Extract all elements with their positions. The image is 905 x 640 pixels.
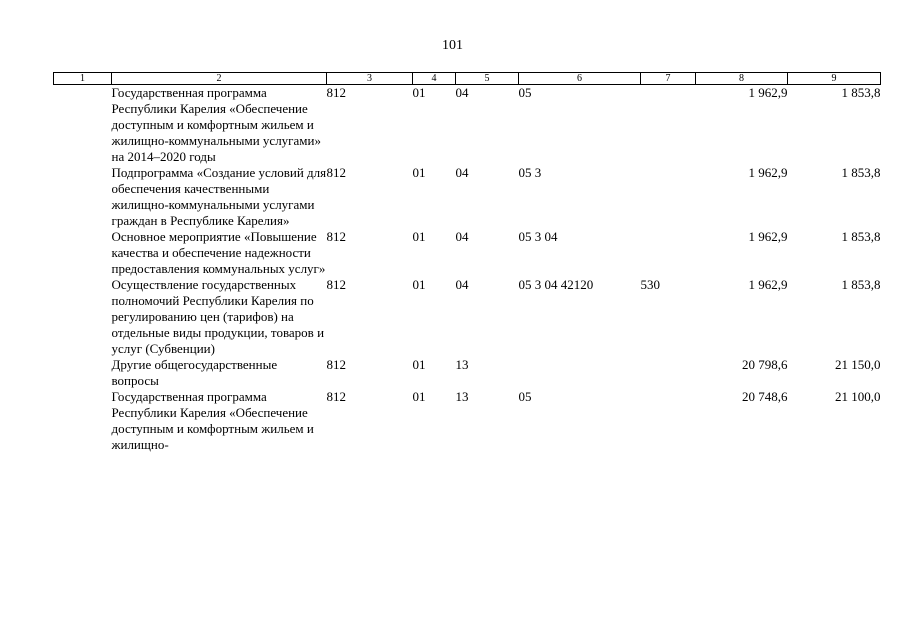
row-name: Осуществление государственных полномочий Республики Карелия по регулированию цен (тарифов) на отдельные виды продукции, товаров и услуг (Субвенции) — [111, 277, 325, 356]
column-header-7: 7 — [641, 73, 696, 85]
row-name: Государственная программа Республики Карелия «Обеспечение доступным и комфортным жильем и жилищно- — [111, 389, 314, 452]
row-amount-8: 1 962,9 — [748, 277, 788, 292]
row-expense-type — [641, 229, 696, 277]
row-target-article: 05 3 04 — [518, 229, 558, 244]
row-expense-type — [641, 165, 696, 229]
row-spacer — [54, 277, 112, 357]
row-amount-9: 1 853,8 — [841, 277, 881, 292]
row-ministry-code: 812 — [326, 165, 346, 180]
column-header-4: 4 — [413, 73, 456, 85]
row-target-article: 05 3 04 42120 — [518, 277, 594, 292]
row-name: Подпрограмма «Создание условий для обеспечения качественными жилищно-коммунальными услугами граждан в Республике Карелия» — [111, 165, 327, 228]
row-amount-9: 21 150,0 — [835, 357, 881, 372]
page-number: 101 — [442, 38, 463, 53]
row-spacer — [54, 165, 112, 229]
row-spacer — [54, 357, 112, 389]
row-amount-9: 21 100,0 — [835, 389, 881, 404]
row-target-article: 05 — [518, 85, 532, 100]
row-subsection-code: 04 — [455, 277, 469, 292]
column-header-3: 3 — [327, 73, 413, 85]
row-amount-8: 1 962,9 — [748, 165, 788, 180]
row-subsection-code: 13 — [455, 357, 469, 372]
table-row — [54, 357, 881, 389]
row-amount-9: 1 853,8 — [841, 229, 881, 244]
budget-table — [53, 72, 881, 453]
row-ministry-code: 812 — [326, 229, 346, 244]
row-section-code: 01 — [412, 165, 426, 180]
row-name: Государственная программа Республики Карелия «Обеспечение доступным и комфортным жильем и жилищно-коммунальными услугами» на 2014–2020 годы — [111, 85, 321, 164]
column-header-6: 6 — [519, 73, 641, 85]
row-amount-8: 1 962,9 — [748, 229, 788, 244]
row-section-code: 01 — [412, 389, 426, 404]
row-amount-9: 1 853,8 — [841, 165, 881, 180]
row-ministry-code: 812 — [326, 85, 346, 100]
row-subsection-code: 13 — [455, 389, 469, 404]
row-amount-9: 1 853,8 — [841, 85, 881, 100]
row-target-article: 05 3 — [518, 165, 542, 180]
row-subsection-code: 04 — [455, 229, 469, 244]
table-row — [54, 165, 881, 229]
table-row — [54, 277, 881, 357]
row-amount-8: 20 798,6 — [742, 357, 788, 372]
row-ministry-code: 812 — [326, 357, 346, 372]
table-row — [54, 85, 881, 166]
row-section-code: 01 — [412, 85, 426, 100]
row-target-article: 05 — [518, 389, 532, 404]
row-ministry-code: 812 — [326, 389, 346, 404]
row-expense-type: 530 — [640, 277, 660, 292]
row-ministry-code: 812 — [326, 277, 346, 292]
row-section-code: 01 — [412, 229, 426, 244]
column-header-2: 2 — [112, 73, 327, 85]
row-name: Основное мероприятие «Повышение качества и обеспечение надежности предоставления коммунальных услуг» — [111, 229, 326, 276]
column-number-header — [54, 73, 881, 85]
row-expense-type — [641, 389, 696, 453]
table-row — [54, 229, 881, 277]
row-spacer — [54, 85, 112, 166]
column-header-9: 9 — [788, 73, 881, 85]
row-spacer — [54, 229, 112, 277]
row-target-article — [519, 357, 641, 389]
row-subsection-code: 04 — [455, 165, 469, 180]
row-subsection-code: 04 — [455, 85, 469, 100]
column-header-1: 1 — [54, 73, 112, 85]
row-expense-type — [641, 357, 696, 389]
table-row — [54, 389, 881, 453]
row-spacer — [54, 389, 112, 453]
row-amount-8: 20 748,6 — [742, 389, 788, 404]
row-name: Другие общегосударственные вопросы — [111, 357, 278, 388]
row-expense-type — [641, 85, 696, 166]
column-header-8: 8 — [696, 73, 788, 85]
column-header-5: 5 — [456, 73, 519, 85]
row-section-code: 01 — [412, 277, 426, 292]
row-amount-8: 1 962,9 — [748, 85, 788, 100]
row-section-code: 01 — [412, 357, 426, 372]
